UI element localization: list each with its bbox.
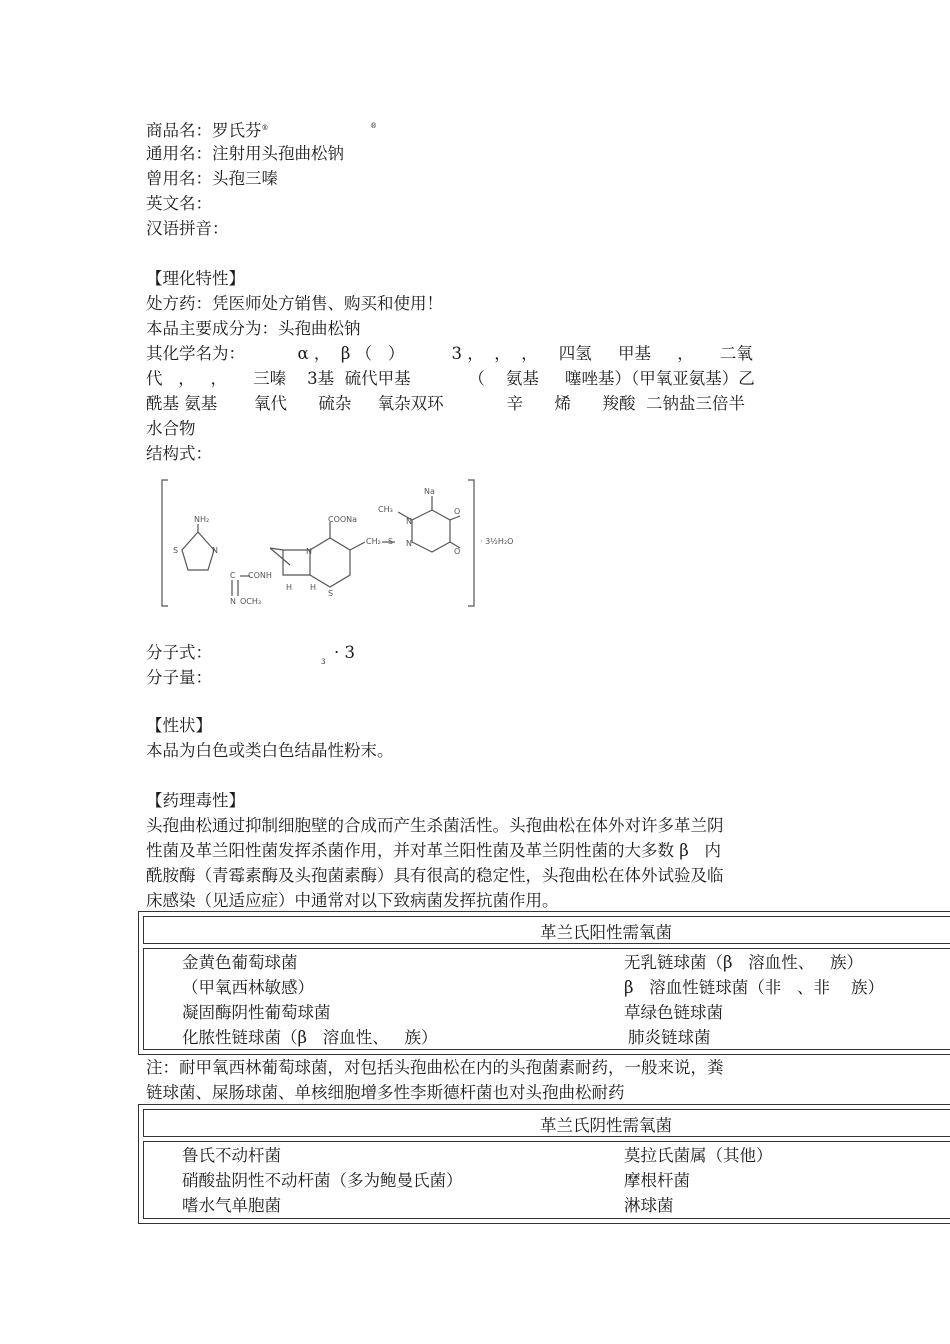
svg-text:CONH: CONH: [248, 571, 272, 580]
svg-text:N: N: [306, 547, 312, 556]
svg-text:C: C: [230, 571, 236, 580]
pharmacology-heading: 【药理毒性】: [146, 791, 245, 810]
chemical-name-line-2: 代 ， ， 三嗪 3基 硫代甲基 （ 氨基 噻唑基）（甲氧亚氨基）乙: [146, 369, 755, 388]
trademark-symbol-floating: ®: [370, 122, 377, 130]
table-cell: 鲁氏不动杆菌: [182, 1146, 281, 1165]
molecular-formula-subscript: 3: [321, 658, 326, 666]
svg-text:H: H: [310, 583, 317, 592]
appearance-heading: 【性状】: [146, 716, 212, 735]
table-cell: 无乳链球菌（β 溶血性、 族）: [624, 953, 864, 972]
chemical-name-line-3: 酰基 氨基 氧代 硫杂 氧杂双环 辛 烯 羧酸 二钠盐三倍半: [146, 394, 746, 413]
table-cell: 金黄色葡萄球菌: [182, 953, 298, 972]
english-name: 英文名：: [146, 194, 212, 213]
molecular-formula-value: · 3: [334, 643, 355, 662]
pharmacology-paragraph-line-4: 床感染（见适应症）中通常对以下致病菌发挥抗菌作用。: [146, 891, 559, 910]
physchem-heading: 【理化特性】: [146, 269, 245, 288]
table-cell: 凝固酶阴性葡萄球菌: [182, 1003, 331, 1022]
svg-text:N: N: [212, 546, 218, 555]
gram-positive-table-body: [143, 948, 950, 1050]
molecular-weight-label: 分子量：: [146, 668, 212, 687]
table-cell: 淋球菌: [624, 1196, 674, 1215]
trademark-symbol: ®: [261, 124, 269, 132]
gram-positive-table-header: [143, 916, 950, 944]
table-cell: β 溶血性链球菌（非 、非 族）: [624, 978, 884, 997]
gram-negative-table: [138, 1104, 950, 1224]
svg-text:· 3½H₂O: · 3½H₂O: [480, 537, 514, 546]
gram-negative-table-body: [143, 1141, 950, 1219]
svg-text:CH₂: CH₂: [366, 537, 381, 546]
svg-text:H: H: [286, 583, 293, 592]
gram-positive-table: [138, 911, 950, 1055]
svg-text:N: N: [230, 597, 236, 606]
pharmacology-paragraph-line-3: 酰胺酶（青霉素酶及头孢菌素酶）具有很高的稳定性，头孢曲松在体外试验及临: [146, 866, 724, 885]
table-cell: 草绿色链球菌: [624, 1003, 723, 1022]
svg-text:Na: Na: [424, 487, 435, 496]
chemical-name-line-1: 其化学名为： α ， β （ ） 3 ， ， ， 四氢 甲基 ， 二氧: [146, 344, 753, 363]
table-cell: （甲氧西林敏感）: [182, 978, 314, 997]
svg-text:N: N: [406, 517, 412, 526]
chemical-name-line-4: 水合物: [146, 419, 196, 438]
table-cell: 莫拉氏菌属（其他）: [624, 1146, 773, 1165]
molecular-formula-label: 分子式：: [146, 643, 212, 662]
rx-notice: 处方药：凭医师处方销售、购买和使用！: [146, 294, 443, 313]
svg-text:O: O: [454, 507, 461, 516]
trade-name: 商品名：罗氏芬: [146, 121, 262, 140]
note-line-1: 注：耐甲氧西林葡萄球菌，对包括头孢曲松在内的头孢菌素耐药，一般来说，粪: [146, 1058, 724, 1077]
table-cell: 肺炎链球菌: [628, 1028, 711, 1047]
svg-text:NH₂: NH₂: [194, 515, 210, 524]
gram-positive-title: 革兰氏阳性需氧菌: [540, 923, 672, 942]
table-cell: 嗜水气单胞菌: [182, 1196, 281, 1215]
gram-negative-title: 革兰氏阴性需氧菌: [540, 1116, 672, 1135]
svg-text:S: S: [328, 589, 334, 598]
svg-text:OCH₃: OCH₃: [240, 597, 262, 606]
gram-negative-table-header: [143, 1109, 950, 1137]
svg-text:S: S: [388, 537, 394, 546]
appearance-text: 本品为白色或类白色结晶性粉末。: [146, 741, 394, 760]
pharmacology-paragraph-line-1: 头孢曲松通过抑制细胞壁的合成而产生杀菌活性。头孢曲松在体外对许多革兰阴: [146, 816, 724, 835]
generic-name: 通用名：注射用头孢曲松钠: [146, 144, 344, 163]
svg-text:N: N: [406, 539, 412, 548]
table-cell: 摩根杆菌: [624, 1171, 690, 1190]
svg-text:O: O: [454, 547, 461, 556]
trade-name-line: [146, 116, 269, 143]
main-component: 本品主要成分为：头孢曲松钠: [146, 319, 361, 338]
svg-text:CH₃: CH₃: [378, 505, 393, 514]
structure-label: 结构式：: [146, 444, 212, 463]
svg-text:S: S: [173, 546, 179, 555]
svg-text:COONa: COONa: [328, 515, 358, 524]
structural-formula: [150, 470, 540, 615]
pharmacology-paragraph-line-2: 性菌及革兰阳性菌发挥杀菌作用，并对革兰阳性菌及革兰阴性菌的大多数 β 内: [146, 841, 722, 860]
pinyin-name: 汉语拼音：: [146, 219, 229, 238]
former-name: 曾用名：头孢三嗪: [146, 169, 278, 188]
note-line-2: 链球菌、屎肠球菌、单核细胞增多性李斯德杆菌也对头孢曲松耐药: [146, 1083, 625, 1102]
table-cell: 硝酸盐阴性不动杆菌（多为鲍曼氏菌）: [182, 1171, 463, 1190]
table-cell: 化脓性链球菌（β 溶血性、 族）: [182, 1028, 438, 1047]
